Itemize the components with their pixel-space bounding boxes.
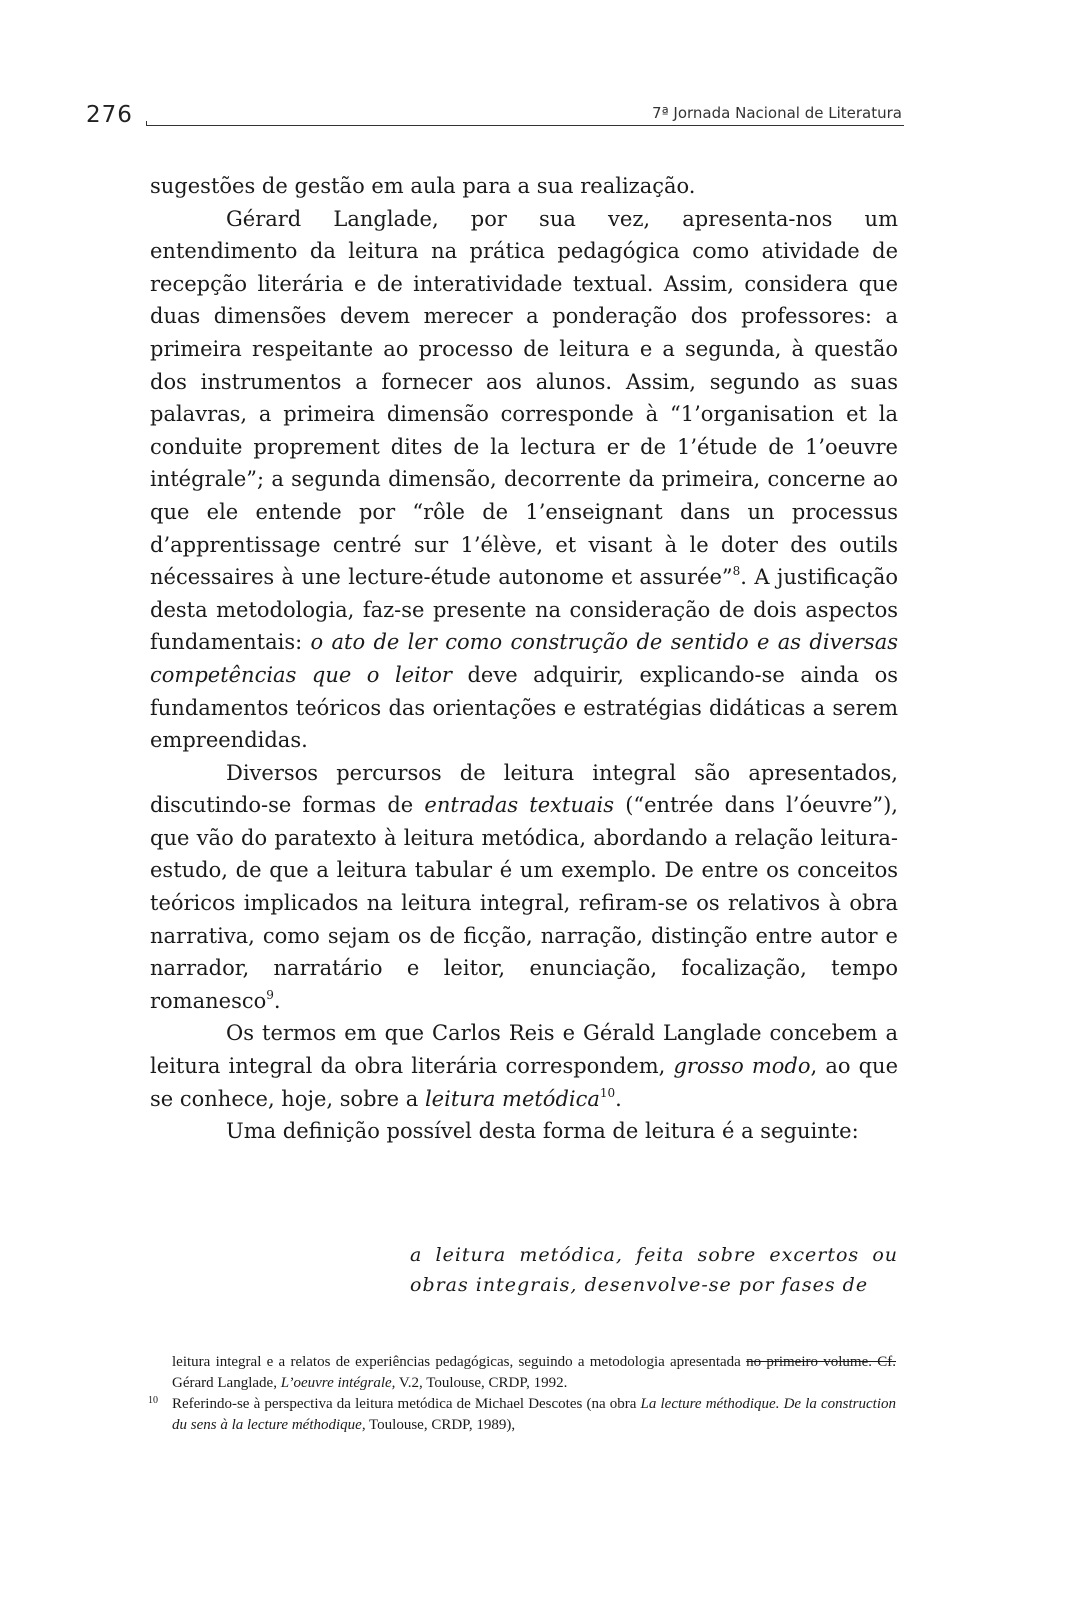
page-number: 276 <box>86 102 133 128</box>
paragraph-3-text-b: (“entrée dans l’óeuvre”), que vão do paratexto à leitura metódica, abordando a relação leitura-estudo, de que a leitura tabular é um exemplo. De entre os conceitos teóricos implicados na leitura integral, refiram-se os relativos à obra narrativa, como sejam os de ficção, narração, distinção entre autor e narrador, narratário e leitor, enunciação, focalização, tempo romanesco <box>150 793 898 1013</box>
body-text <box>150 170 898 1148</box>
paragraph-3-text-c: . <box>273 988 281 1013</box>
footnote-cont-text-c: V.2, Toulouse, CRDP, 1992. <box>395 1375 568 1391</box>
footnote-10 <box>148 1394 896 1436</box>
footnote-continuation <box>148 1352 896 1394</box>
paragraph-4-italic-1: grosso modo <box>673 1054 811 1079</box>
paragraph-2-italic: o ato de ler como construção de sentido e as diversas competências que o leitor <box>150 630 898 687</box>
paragraph-4-text-c: . <box>615 1086 622 1111</box>
footnote-cont-italic: L’oeuvre intégrale, <box>280 1375 396 1391</box>
paragraph-2-text-b: . A justificação desta metodologia, faz-se presente na consideração de dois aspectos fundamentais: <box>150 565 899 655</box>
footnote-ref-8: 8 <box>732 564 741 579</box>
paragraph-4-italic-2: leitura metódica <box>424 1086 600 1111</box>
paragraph-3-text-a: Diversos percursos de leitura integral são apresentados, discutindo-se formas de <box>150 760 898 818</box>
journal-title: 7ª Jornada Nacional de Literatura <box>652 104 902 122</box>
paragraph-4-text-b: , ao que se conhece, hoje, sobre a <box>150 1054 899 1111</box>
paragraph-2-text-a: Gérard Langlade, por sua vez, apresenta-nos um entendimento da leitura na prática pedagógica como atividade de recepção literária e de interatividade textual. Assim, considera que duas dimensões devem merecer a ponderação dos professores: a primeira respeitante ao processo de leitura e a segunda, à questão dos instrumentos a fornecer aos alunos. Assim, segundo as suas palavras, a primeira dimensão corresponde à “1’organisation et la conduite proprement dites de la lectura er de 1’étude de 1’oeuvre intégrale”; a segunda dimensão, decorrente da primeira, concerne ao que ele entende por “rôle de 1’enseignant dans un processus d’apprentissage centré sur 1’élève, et visant à le doter des outils nécessaires à une lecture-étude autonome et assurée” <box>150 206 898 590</box>
footnote-10-text-a: Referindo-se à perspectiva da leitura metódica de Michael Descotes (na obra <box>172 1396 641 1412</box>
paragraph-2-text-c: deve adquirir, explicando-se ainda os fundamentos teóricos das orientações e estratégias didáticas a serem empreendidas. <box>150 662 898 753</box>
footnote-ref-10: 10 <box>599 1085 616 1100</box>
running-header <box>86 100 904 130</box>
footnotes <box>148 1352 896 1436</box>
paragraph-4 <box>150 1017 898 1115</box>
header-rule <box>146 125 904 126</box>
paragraph-3 <box>150 757 898 1018</box>
footnote-10-italic: La lecture méthodique. De la construction du sens à la lecture méthodique, <box>172 1396 896 1433</box>
paragraph-5: Uma definição possível desta forma de leitura é a seguinte: <box>226 1119 859 1144</box>
block-quote: a leitura metódica, feita sobre excertos ou obras integrais, desenvolve-se por fases de <box>410 1244 898 1296</box>
footnote-cont-strikethrough: no primeiro volume. Cf. <box>746 1354 896 1370</box>
paragraph-4-text-a: Os termos em que Carlos Reis e Gérald Langlade concebem a leitura integral da obra literária correspondem, <box>150 1021 898 1079</box>
paragraph-1: sugestões de gestão em aula para a sua realização. <box>150 174 696 198</box>
paragraph-2 <box>150 203 898 757</box>
paragraph-3-italic: entradas textuais <box>424 793 614 818</box>
footnote-10-text-b: Toulouse, CRDP, 1989), <box>365 1417 516 1433</box>
footnote-cont-text-b: Gérard Langlade, <box>172 1375 281 1391</box>
footnote-10-number: 10 <box>148 1395 158 1406</box>
footnote-ref-9: 9 <box>266 987 274 1002</box>
footnote-cont-text-a: leitura integral e a relatos de experiências pedagógicas, seguindo a metodologia apresentada <box>172 1354 747 1370</box>
